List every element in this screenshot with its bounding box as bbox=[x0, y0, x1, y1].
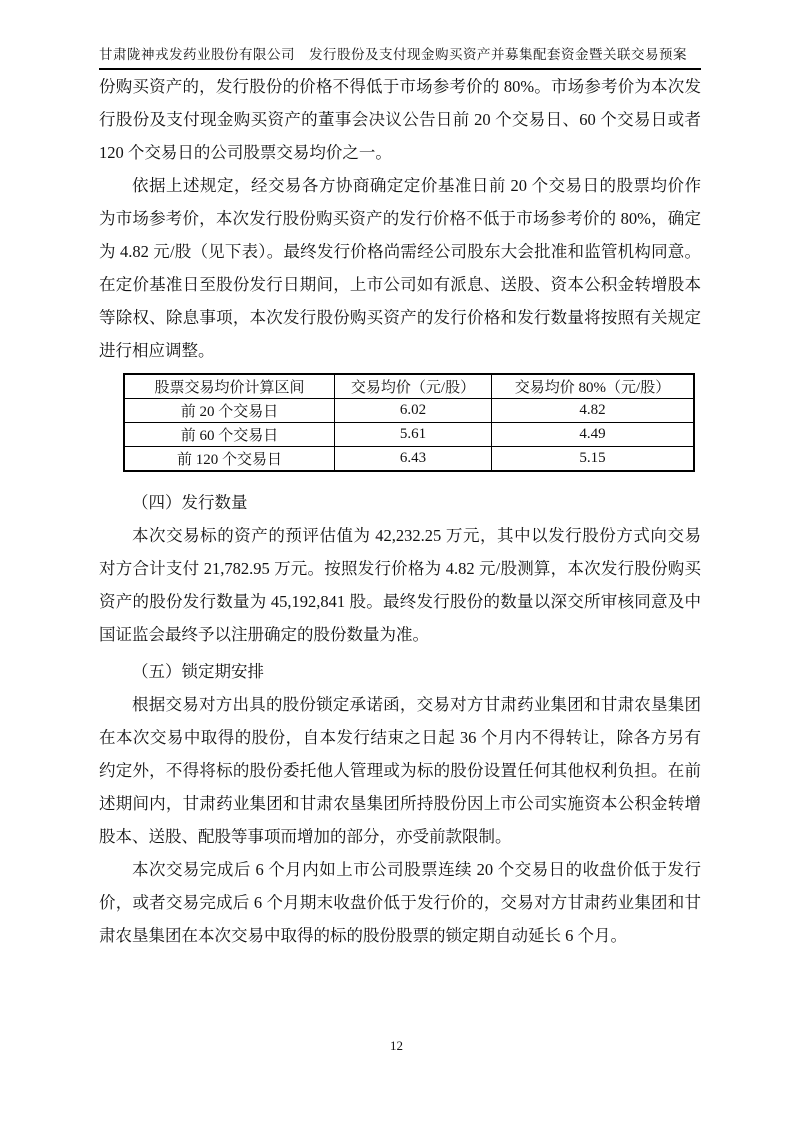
paragraph-lockup-extension: 本次交易完成后 6 个月内如上市公司股票连续 20 个交易日的收盘价低于发行价，或者交易完成后 6 个月期末收盘价低于发行价的，交易对方甘肃药业集团和甘肃农垦集团在本次交易中取得的标的股份股票的锁定期自动延长 6 个月。 bbox=[99, 860, 701, 945]
section-heading-lockup: （五）锁定期安排 bbox=[132, 662, 264, 681]
table-header-row bbox=[124, 374, 694, 399]
table-cell: 5.15 bbox=[492, 447, 695, 472]
table-cell: 6.02 bbox=[335, 399, 492, 423]
paragraph-price-floor: 份购买资产的，发行股份的价格不得低于市场参考价的 80%。市场参考价为本次发行股份及支付现金购买资产的董事会决议公告日前 20 个交易日、60 个交易日或者 120 个交易日的公司股票交易均价之一。 bbox=[99, 77, 701, 162]
section-heading-issue-quantity: （四）发行数量 bbox=[132, 493, 248, 512]
table-row bbox=[124, 447, 694, 472]
table-header-cell-avg-price: 交易均价（元/股） bbox=[335, 374, 492, 399]
table-cell: 前 60 个交易日 bbox=[124, 423, 335, 447]
average-price-table bbox=[123, 373, 695, 472]
table-cell: 4.82 bbox=[492, 399, 695, 423]
page-content bbox=[99, 0, 701, 952]
table-cell: 前 120 个交易日 bbox=[124, 447, 335, 472]
table-header-cell-avg-price-80: 交易均价 80%（元/股） bbox=[492, 374, 695, 399]
paragraph-lockup-commitment: 根据交易对方出具的股份锁定承诺函，交易对方甘肃药业集团和甘肃农垦集团在本次交易中取得的股份，自本发行结束之日起 36 个月内不得转让，除各方另有约定外，不得将标的股份委托他人管理或为标的股份设置任何其他权利负担。在前述期间内，甘肃药业集团和甘肃农垦集团所持股份因上市公司实施资本公积金转增股本、送股、配股等事项而增加的部分，亦受前款限制。 bbox=[99, 695, 701, 846]
table-row bbox=[124, 423, 694, 447]
table-cell: 5.61 bbox=[335, 423, 492, 447]
table-header-cell-interval: 股票交易均价计算区间 bbox=[124, 374, 335, 399]
table-cell: 4.49 bbox=[492, 423, 695, 447]
table-cell: 前 20 个交易日 bbox=[124, 399, 335, 423]
paragraph-issue-quantity: 本次交易标的资产的预评估值为 42,232.25 万元，其中以发行股份方式向交易对方合计支付 21,782.95 万元。按照发行价格为 4.82 元/股测算，本次发行股份购买资产的股份发行数量为 45,192,841 股。最终发行股份的数量以深交所审核同意及中国证监会最终予以注册确定的股份数量为准。 bbox=[99, 526, 701, 644]
table-row bbox=[124, 399, 694, 423]
page-number: 12 bbox=[390, 1038, 403, 1053]
paragraph-pricing-basis: 依据上述规定，经交易各方协商确定定价基准日前 20 个交易日的股票均价作为市场参考价，本次发行股份购买资产的发行价格不低于市场参考价的 80%，确定为 4.82 元/股（见下表）。最终发行价格尚需经公司股东大会批准和监管机构同意。在定价基准日至股份发行日期间，上市公司如有派息、送股、资本公积金转增股本等除权、除息事项，本次发行股份购买资产的发行价格和发行数量将按照有关规定进行相应调整。 bbox=[99, 176, 701, 360]
document-running-header: 甘肃陇神戎发药业股份有限公司 发行股份及支付现金购买资产并募集配套资金暨关联交易预案 bbox=[99, 46, 701, 70]
table-cell: 6.43 bbox=[335, 447, 492, 472]
